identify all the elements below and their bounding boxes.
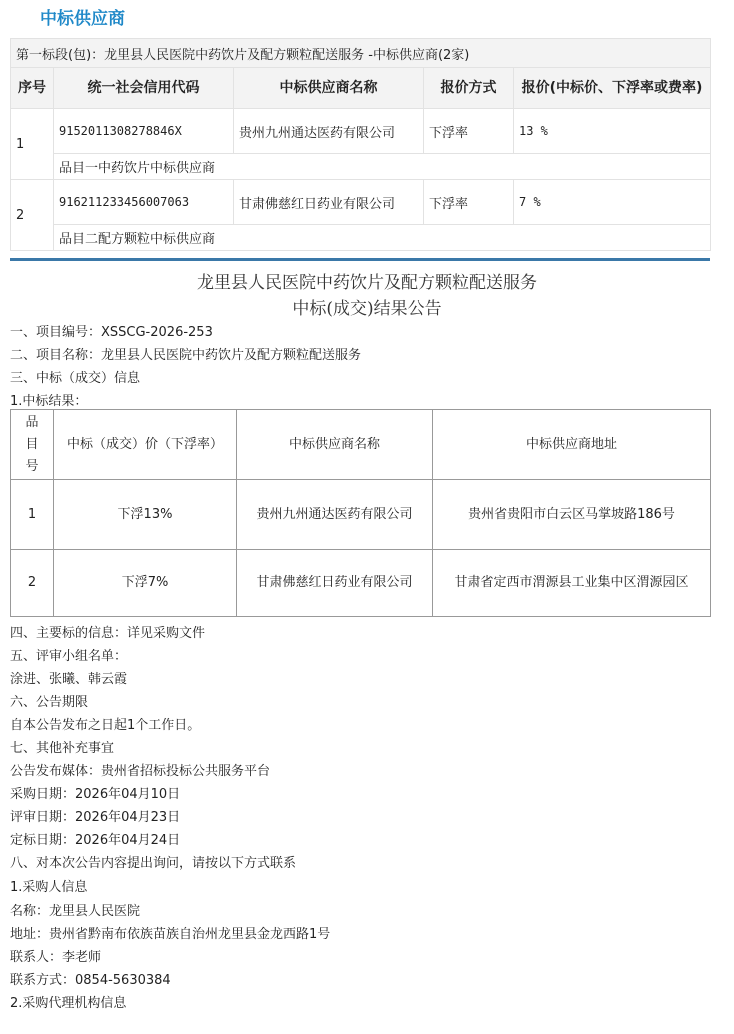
supplier-name: 甘肃佛慈红日药业有限公司	[237, 550, 433, 617]
supplier-table-caption-row	[11, 39, 711, 68]
panel-heading: 五、评审小组名单：	[10, 649, 128, 664]
purchaser-address: 地址：贵州省黔南布依族苗族自治州龙里县金龙西路1号	[10, 927, 331, 942]
award-date: 定标日期：2026年04月24日	[10, 833, 181, 848]
win-info-heading: 三、中标（成交）信息	[10, 371, 141, 386]
header-supplier-name: 中标供应商名称	[234, 68, 424, 109]
supplier-address: 甘肃省定西市渭源县工业集中区渭源园区	[433, 550, 711, 617]
header-credit-code: 统一社会信用代码	[54, 68, 234, 109]
row-no: 2	[11, 180, 54, 251]
result-table-header	[11, 410, 711, 480]
header-supplier-address: 中标供应商地址	[433, 410, 711, 480]
table-row-item	[11, 225, 711, 251]
item-label: 品目二配方颗粒中标供应商	[54, 225, 711, 251]
quote-method: 下浮率	[424, 109, 514, 154]
header-no: 序号	[11, 68, 54, 109]
row-no: 1	[11, 109, 54, 180]
agency-heading: 2.采购代理机构信息	[10, 996, 127, 1011]
supplier-name: 贵州九州通达医药有限公司	[237, 480, 433, 550]
divider	[10, 258, 710, 261]
item-label: 品目一中药饮片中标供应商	[54, 154, 711, 180]
section-title: 中标供应商	[40, 9, 125, 29]
credit-code: 916211233456007063	[54, 180, 234, 225]
notice-title-line2: 中标(成交)结果公告	[292, 299, 442, 319]
item-no: 2	[11, 550, 54, 617]
period-text: 自本公告发布之日起1个工作日。	[10, 718, 201, 733]
period-heading: 六、公告期限	[10, 695, 89, 710]
purchaser-phone: 联系方式：0854-5630384	[10, 973, 171, 988]
publish-media: 公告发布媒体：贵州省招标投标公共服务平台	[10, 764, 271, 779]
review-date: 评审日期：2026年04月23日	[10, 810, 181, 825]
table-row	[11, 109, 711, 154]
panel-members: 涂进、张曦、韩云霞	[10, 672, 128, 687]
notice-title-line1: 龙里县人民医院中药饮片及配方颗粒配送服务	[197, 273, 537, 293]
table-row	[11, 550, 711, 617]
main-info: 四、主要标的信息：详见采购文件	[10, 626, 206, 641]
result-table	[10, 409, 711, 617]
table-row	[11, 180, 711, 225]
header-quote-price: 报价(中标价、下浮率或费率)	[514, 68, 711, 109]
supplier-table	[10, 38, 711, 251]
other-heading: 七、其他补充事宜	[10, 741, 115, 756]
header-win-price: 中标（成交）价（下浮率）	[54, 410, 237, 480]
quote-method: 下浮率	[424, 180, 514, 225]
quote-price: 7 %	[514, 180, 711, 225]
purchaser-name: 名称：龙里县人民医院	[10, 904, 141, 919]
win-price: 下浮7%	[54, 550, 237, 617]
quote-price: 13 %	[514, 109, 711, 154]
project-name: 二、项目名称：龙里县人民医院中药饮片及配方颗粒配送服务	[10, 348, 362, 363]
lot-caption: 第一标段(包)：龙里县人民医院中药饮片及配方颗粒配送服务 -中标供应商(2家)	[11, 39, 711, 68]
header-supplier-name: 中标供应商名称	[237, 410, 433, 480]
supplier-address: 贵州省贵阳市白云区马掌坡路186号	[433, 480, 711, 550]
win-result-heading: 1.中标结果：	[10, 394, 88, 409]
item-no: 1	[11, 480, 54, 550]
purchaser-contact: 联系人：李老师	[10, 950, 102, 965]
table-row-item	[11, 154, 711, 180]
win-price: 下浮13%	[54, 480, 237, 550]
supplier-name: 贵州九州通达医药有限公司	[234, 109, 424, 154]
credit-code: 9152011308278846X	[54, 109, 234, 154]
supplier-name: 甘肃佛慈红日药业有限公司	[234, 180, 424, 225]
contact-heading: 八、对本次公告内容提出询问，请按以下方式联系	[10, 856, 297, 871]
purchase-date: 采购日期：2026年04月10日	[10, 787, 181, 802]
purchaser-heading: 1.采购人信息	[10, 880, 88, 895]
table-row	[11, 480, 711, 550]
header-quote-method: 报价方式	[424, 68, 514, 109]
header-item-no: 品目号	[11, 410, 54, 480]
project-no: 一、项目编号：XSSCG-2026-253	[10, 325, 213, 340]
supplier-table-header	[11, 68, 711, 109]
